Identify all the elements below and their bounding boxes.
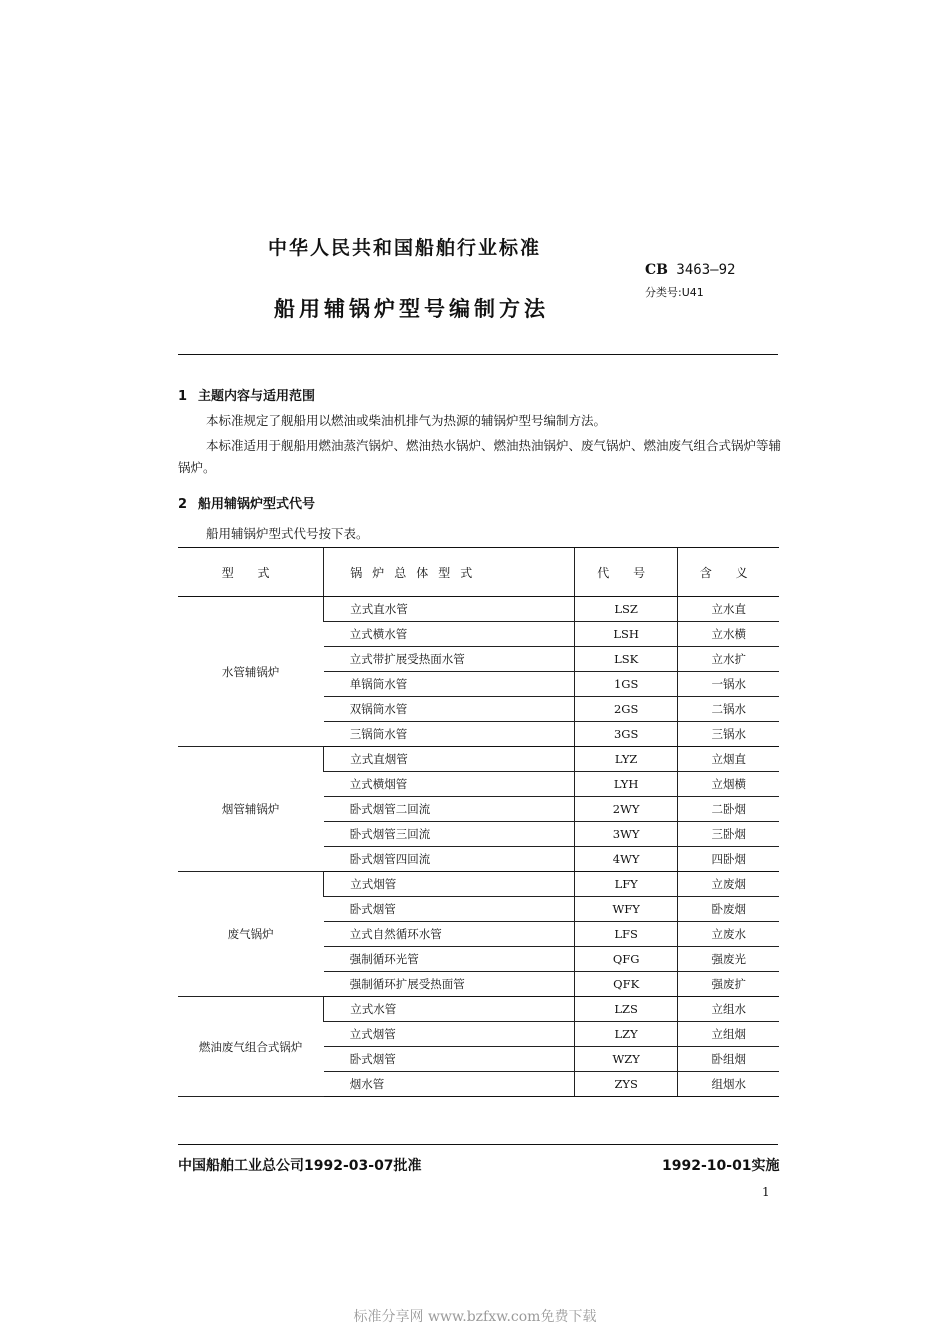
section-1-number: 1 [178, 389, 188, 404]
boiler-form-cell: 烟水管 [324, 1072, 575, 1097]
code-meaning-cell: 强废光 [678, 947, 779, 972]
boiler-form-cell: 立式横水管 [324, 622, 575, 647]
type-code-cell: LFS [574, 922, 678, 947]
type-code-cell: LSZ [574, 597, 678, 622]
table-row [178, 747, 779, 772]
table-row [178, 597, 779, 622]
section-1-heading [178, 385, 315, 404]
type-code-cell: LZY [574, 1022, 678, 1047]
code-meaning-cell: 立水扩 [678, 647, 779, 672]
footer-divider [178, 1144, 778, 1145]
header-form: 锅炉总体型式 [324, 548, 575, 597]
header-type: 型 式 [178, 548, 324, 597]
type-code-cell: LYH [574, 772, 678, 797]
section-2-number: 2 [178, 497, 188, 512]
type-code-cell: WFY [574, 897, 678, 922]
boiler-form-cell: 卧式烟管 [324, 897, 575, 922]
boiler-category-cell: 废气锅炉 [178, 872, 324, 997]
table-row [178, 997, 779, 1022]
type-code-cell: WZY [574, 1047, 678, 1072]
type-code-cell: LFY [574, 872, 678, 897]
type-code-cell: ZYS [574, 1072, 678, 1097]
type-code-cell: QFG [574, 947, 678, 972]
section-1-paragraph-1: 本标准规定了舰船用以燃油或柴油机排气为热源的辅锅炉型号编制方法。 [206, 413, 607, 428]
code-meaning-cell: 二卧烟 [678, 797, 779, 822]
code-meaning-cell: 一锅水 [678, 672, 779, 697]
table-body [178, 597, 779, 1097]
code-meaning-cell: 立烟直 [678, 747, 779, 772]
boiler-form-cell: 强制循环扩展受热面管 [324, 972, 575, 997]
type-code-cell: LSK [574, 647, 678, 672]
type-code-cell: 4WY [574, 847, 678, 872]
boiler-category-cell: 燃油废气组合式锅炉 [178, 997, 324, 1097]
boiler-form-cell: 卧式烟管三回流 [324, 822, 575, 847]
code-meaning-cell: 立废水 [678, 922, 779, 947]
standard-code-prefix: CB [645, 262, 668, 278]
section-1-title: 主题内容与适用范围 [198, 389, 316, 404]
boiler-type-code-table [178, 547, 779, 1097]
code-meaning-cell: 卧废烟 [678, 897, 779, 922]
table-header-row [178, 548, 779, 597]
code-meaning-cell: 立废烟 [678, 872, 779, 897]
document-title: 船用辅锅炉型号编制方法 [274, 297, 549, 321]
effective-date: 1992-10-01实施 [662, 1158, 780, 1174]
boiler-form-cell: 卧式烟管四回流 [324, 847, 575, 872]
boiler-form-cell: 立式直烟管 [324, 747, 575, 772]
code-meaning-cell: 立组烟 [678, 1022, 779, 1047]
standard-category-title: 中华人民共和国船舶行业标准 [268, 237, 542, 259]
section-2-intro: 船用辅锅炉型式代号按下表。 [206, 526, 369, 541]
boiler-category-cell: 烟管辅锅炉 [178, 747, 324, 872]
code-meaning-cell: 立水横 [678, 622, 779, 647]
boiler-form-cell: 立式横烟管 [324, 772, 575, 797]
table-row [178, 872, 779, 897]
classification-number: 分类号:U41 [645, 286, 704, 299]
header-meaning: 含 义 [678, 548, 779, 597]
code-meaning-cell: 三卧烟 [678, 822, 779, 847]
boiler-form-cell: 单锅筒水管 [324, 672, 575, 697]
site-watermark: 标准分享网 www.bzfxw.com免费下载 [353, 1309, 597, 1325]
boiler-form-cell: 三锅筒水管 [324, 722, 575, 747]
code-meaning-cell: 立组水 [678, 997, 779, 1022]
boiler-form-cell: 立式水管 [324, 997, 575, 1022]
type-code-cell: LZS [574, 997, 678, 1022]
boiler-form-cell: 立式烟管 [324, 1022, 575, 1047]
code-meaning-cell: 卧组烟 [678, 1047, 779, 1072]
type-code-cell: 2WY [574, 797, 678, 822]
type-code-cell: 3WY [574, 822, 678, 847]
code-meaning-cell: 四卧烟 [678, 847, 779, 872]
standard-code [645, 262, 735, 278]
header-divider [178, 354, 778, 355]
boiler-form-cell: 卧式烟管 [324, 1047, 575, 1072]
boiler-form-cell: 立式烟管 [324, 872, 575, 897]
boiler-form-cell: 双锅筒水管 [324, 697, 575, 722]
section-2-heading [178, 493, 315, 512]
type-code-cell: LYZ [574, 747, 678, 772]
boiler-category-cell: 水管辅锅炉 [178, 597, 324, 747]
type-code-cell: 2GS [574, 697, 678, 722]
boiler-form-cell: 立式带扩展受热面水管 [324, 647, 575, 672]
approval-statement: 中国船舶工业总公司1992-03-07批准 [178, 1158, 422, 1174]
standard-code-number: 3463—92 [676, 262, 736, 278]
boiler-form-cell: 卧式烟管二回流 [324, 797, 575, 822]
type-code-cell: 3GS [574, 722, 678, 747]
header-code: 代 号 [574, 548, 678, 597]
boiler-form-cell: 立式直水管 [324, 597, 575, 622]
code-meaning-cell: 强废扩 [678, 972, 779, 997]
section-1-paragraph-2: 本标准适用于舰船用燃油蒸汽锅炉、燃油热水锅炉、燃油热油锅炉、废气锅炉、燃油废气组合式锅炉等辅锅炉。 [178, 438, 782, 475]
section-2-title: 船用辅锅炉型式代号 [198, 497, 316, 512]
type-code-cell: QFK [574, 972, 678, 997]
boiler-form-cell: 立式自然循环水管 [324, 922, 575, 947]
code-meaning-cell: 立烟横 [678, 772, 779, 797]
boiler-form-cell: 强制循环光管 [324, 947, 575, 972]
code-meaning-cell: 二锅水 [678, 697, 779, 722]
code-meaning-cell: 组烟水 [678, 1072, 779, 1097]
page-number: 1 [762, 1185, 770, 1199]
code-meaning-cell: 立水直 [678, 597, 779, 622]
type-code-cell: LSH [574, 622, 678, 647]
code-meaning-cell: 三锅水 [678, 722, 779, 747]
type-code-cell: 1GS [574, 672, 678, 697]
